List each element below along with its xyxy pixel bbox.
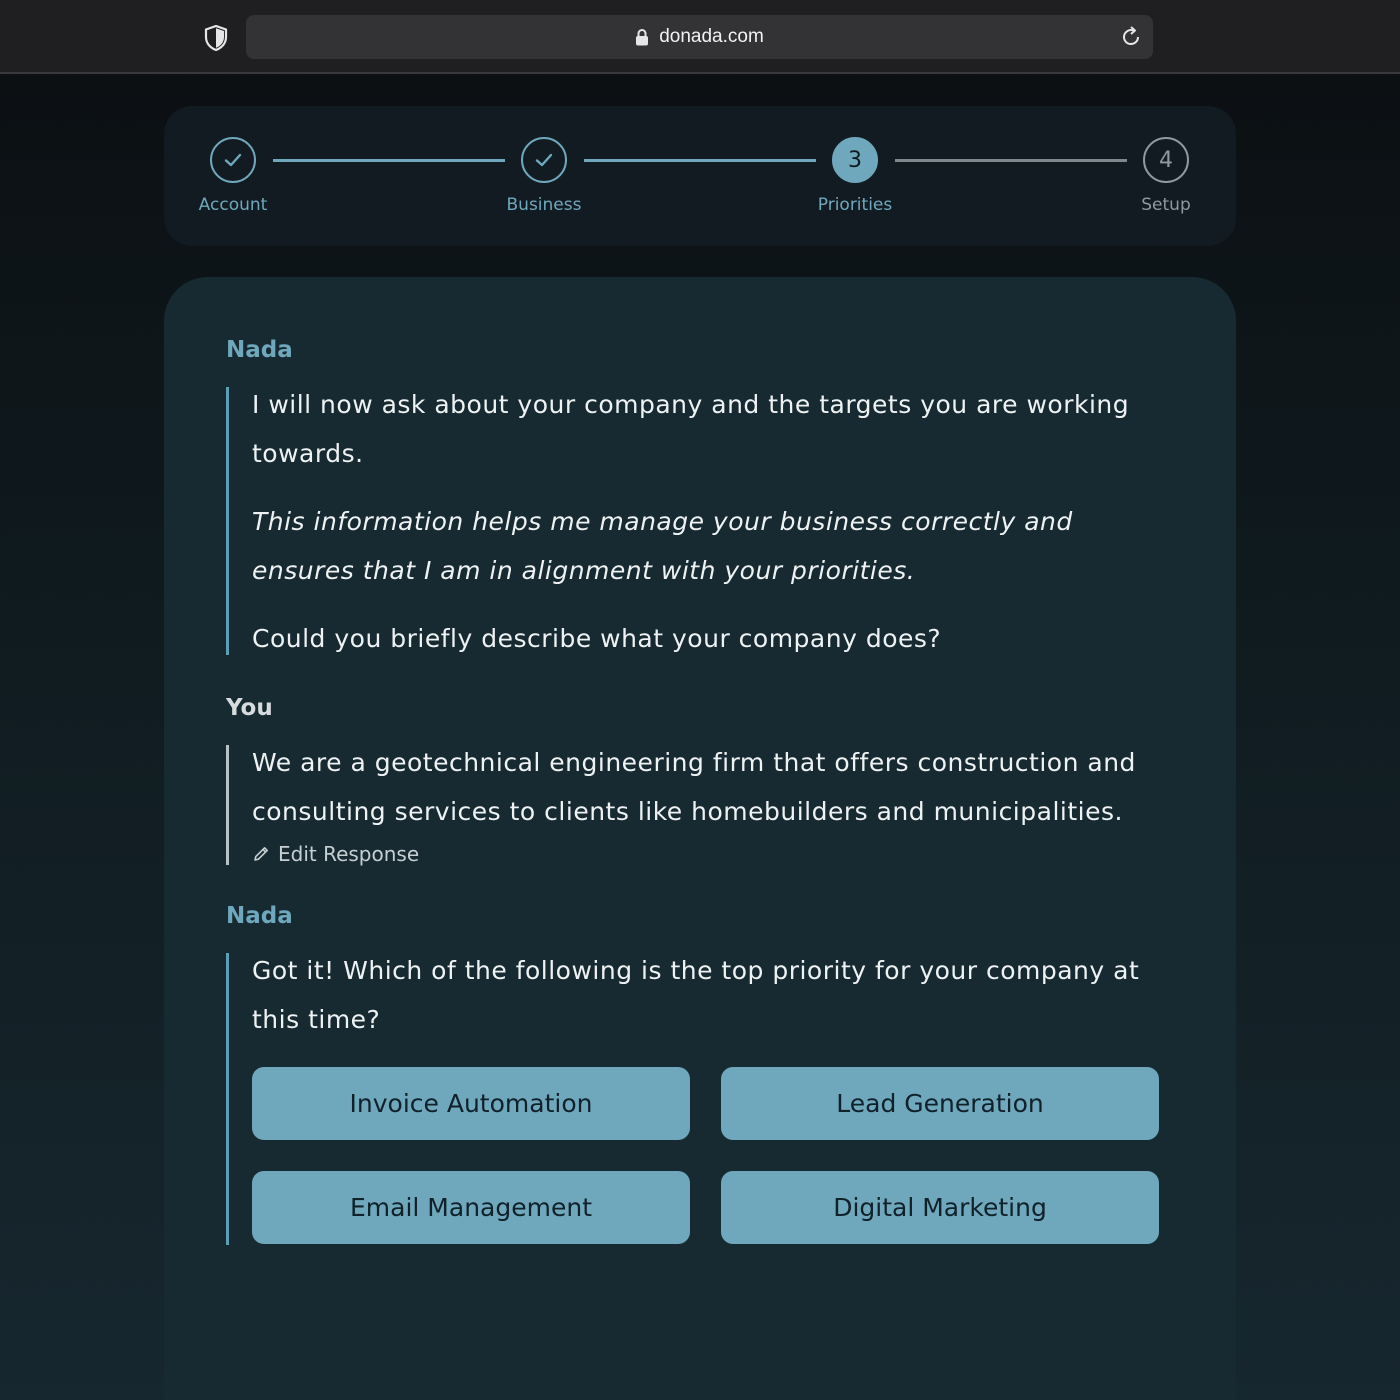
edit-response-button[interactable] (252, 842, 1166, 866)
shield-icon[interactable] (204, 25, 228, 51)
step-label: Setup (1141, 195, 1191, 215)
option-invoice-automation[interactable]: Invoice Automation (252, 1067, 690, 1140)
lock-icon (635, 28, 649, 46)
step-setup[interactable] (1106, 137, 1226, 215)
step-number-circle: 4 (1143, 137, 1189, 183)
reload-icon[interactable] (1119, 25, 1143, 49)
edit-response-label: Edit Response (278, 842, 420, 866)
message-paragraph: I will now ask about your company and the targets you are working towards. (252, 390, 1130, 468)
speaker-name: You (226, 695, 273, 721)
message-paragraph: We are a geotechnical engineering firm that offers construction and consulting services to clients like homebuilders and municipalities. (252, 748, 1136, 826)
assistant-message (226, 387, 1166, 655)
step-business[interactable] (484, 137, 604, 215)
chat-panel (164, 277, 1236, 1400)
speaker-name: Nada (226, 903, 293, 929)
browser-toolbar (0, 0, 1400, 74)
step-label: Business (506, 195, 582, 215)
message-paragraph: Got it! Which of the following is the top priority for your company at this time? (252, 956, 1140, 1034)
message-paragraph: This information helps me manage your business correctly and ensures that I am in alignment with your priorities. (252, 507, 1073, 585)
step-connector (584, 159, 816, 162)
address-bar[interactable] (246, 15, 1153, 59)
message-paragraph: Could you briefly describe what your company does? (252, 624, 942, 653)
option-email-management[interactable]: Email Management (252, 1171, 690, 1244)
speaker-name: Nada (226, 337, 293, 363)
progress-stepper (164, 106, 1236, 246)
step-done-circle (210, 137, 256, 183)
step-connector (895, 159, 1127, 162)
step-label: Priorities (817, 195, 893, 215)
pencil-icon (252, 845, 270, 863)
step-priorities[interactable] (795, 137, 915, 215)
step-number-circle: 3 (832, 137, 878, 183)
option-lead-generation[interactable]: Lead Generation (721, 1067, 1159, 1140)
step-account[interactable] (173, 137, 293, 215)
url-text: donada.com (659, 26, 764, 47)
step-done-circle (521, 137, 567, 183)
checkmark-icon (222, 149, 244, 171)
step-connector (273, 159, 505, 162)
checkmark-icon (533, 149, 555, 171)
option-digital-marketing[interactable]: Digital Marketing (721, 1171, 1159, 1244)
user-message (226, 745, 1166, 865)
step-label: Account (198, 195, 268, 215)
